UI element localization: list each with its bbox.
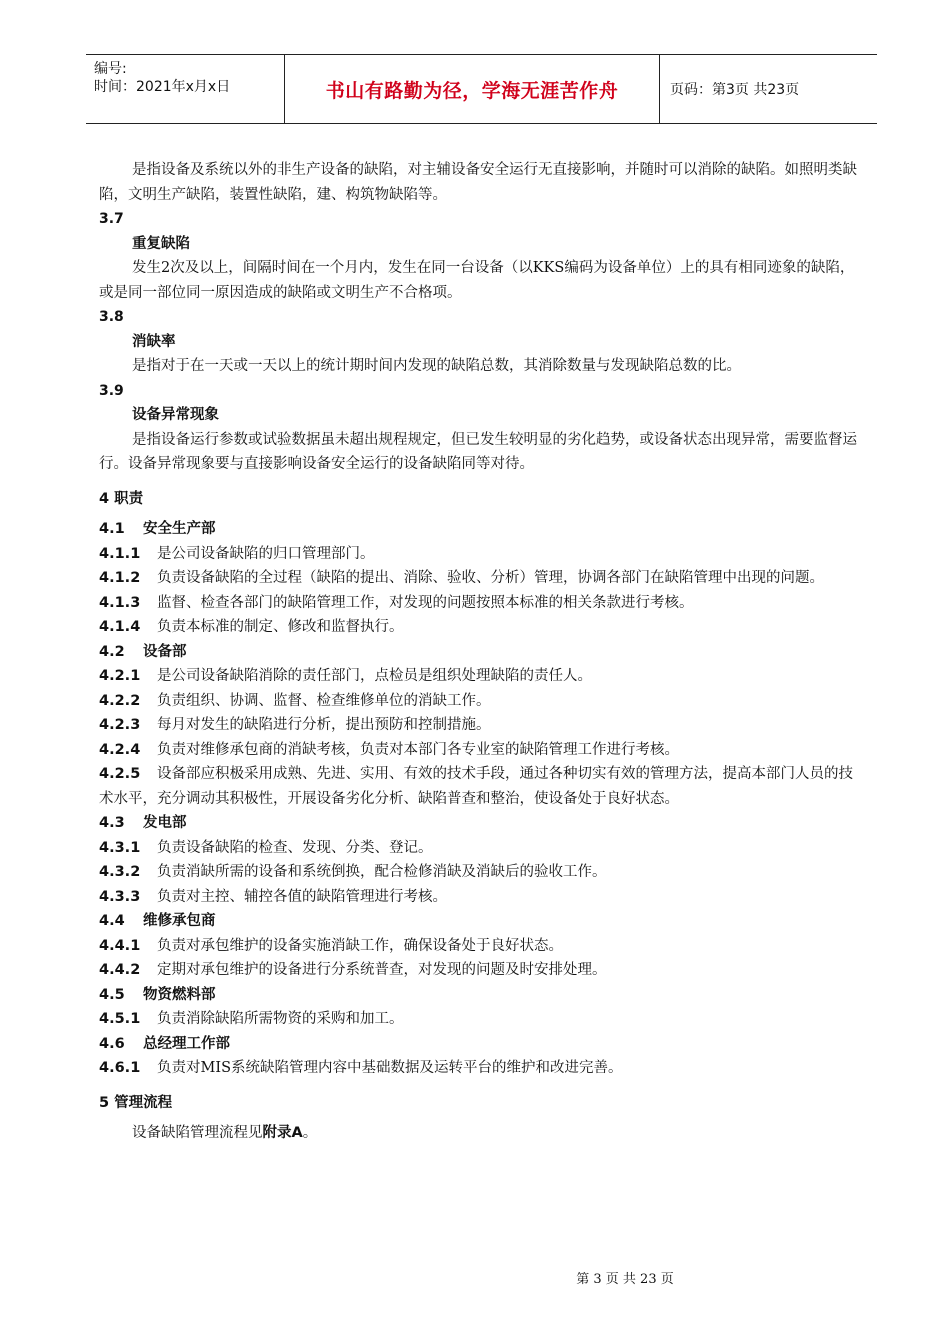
item-text: 负责对主控、辅控各值的缺陷管理进行考核。 [157, 888, 447, 905]
item-text: 负责消除缺陷所需物资的采购和加工。 [157, 1011, 404, 1027]
group-number: 4.3 [99, 815, 125, 831]
intro-paragraph: 是指设备及系统以外的非生产设备的缺陷，对主辅设备安全运行无直接影响，并随时可以消除的缺陷。如照明类缺陷，文明生产缺陷，装置性缺陷，建、构筑物缺陷等。 [99, 162, 857, 203]
item-text: 负责对维修承包商的消缺考核，负责对本部门各专业室的缺陷管理工作进行考核。 [157, 741, 679, 758]
item-number: 4.1.4 [99, 619, 141, 635]
list-item [99, 762, 864, 811]
definition-text: 是指设备运行参数或试验数据虽未超出规程规定，但已发生较明显的劣化趋势，或设备状态出现异常，需要监督运行。设备异常现象要与直接影响设备安全运行的设备缺陷同等对待。 [99, 431, 857, 472]
definition-3-7 [99, 207, 864, 305]
group-4-6 [99, 1032, 864, 1081]
item-number: 4.3.3 [99, 888, 141, 905]
item-text: 负责设备缺陷的检查、发现、分类、登记。 [157, 839, 433, 856]
item-number: 4.2.5 [99, 766, 141, 782]
list-item [99, 542, 864, 567]
definition-number: 3.7 [99, 211, 124, 227]
item-text: 监督、检查各部门的缺陷管理工作，对发现的问题按照本标准的相关条款进行考核。 [157, 594, 694, 611]
list-item [99, 860, 864, 885]
appendix-reference: 附录A [262, 1125, 303, 1141]
item-number: 4.5.1 [99, 1011, 141, 1027]
definition-number: 3.8 [99, 309, 124, 325]
list-item [99, 934, 864, 959]
item-number: 4.2.4 [99, 741, 141, 758]
item-text: 负责设备缺陷的全过程（缺陷的提出、消除、验收、分析）管理，协调各部门在缺陷管理中出现的问题。 [157, 570, 824, 586]
group-title: 物资燃料部 [143, 986, 216, 1003]
document-time-label: 时间：2021年x月x日 [94, 79, 231, 95]
group-4-3 [99, 811, 864, 909]
item-text: 负责本标准的制定、修改和监督执行。 [157, 619, 404, 635]
group-4-1 [99, 517, 864, 640]
group-title: 安全生产部 [143, 521, 216, 537]
item-text: 设备部应积极采用成熟、先进、实用、有效的技术手段，通过各种切实有效的管理方法，提高本部门人员的技术水平，充分调动其积极性，开展设备劣化分析、缺陷普查和整治，使设备处于良好状态。 [99, 766, 853, 807]
list-item [99, 566, 864, 591]
page-footer: 第 3 页 共 23 页 [576, 1272, 674, 1287]
item-number: 4.6.1 [99, 1060, 141, 1076]
list-item [99, 713, 864, 738]
group-number: 4.5 [99, 986, 125, 1003]
item-number: 4.2.1 [99, 668, 141, 684]
definition-3-8 [99, 305, 864, 379]
group-4-2 [99, 640, 864, 812]
section-5-text: 设备缺陷管理流程见 [132, 1125, 263, 1141]
page-header [86, 54, 877, 124]
list-item [99, 664, 864, 689]
group-number: 4.6 [99, 1035, 125, 1052]
group-number: 4.1 [99, 521, 125, 537]
item-number: 4.3.2 [99, 864, 141, 880]
document-body [99, 158, 864, 1146]
section-4-title: 4 职责 [99, 490, 144, 507]
list-item [99, 885, 864, 910]
header-motto-cell [285, 55, 660, 123]
definition-term: 消缺率 [132, 333, 176, 350]
item-text: 负责组织、协调、监督、检查维修单位的消缺工作。 [157, 692, 491, 709]
item-number: 4.2.3 [99, 717, 141, 733]
list-item [99, 1056, 864, 1081]
item-number: 4.1.3 [99, 594, 141, 611]
section-5-suffix: 。 [302, 1125, 318, 1141]
item-text: 负责对MIS系统缺陷管理内容中基础数据及运转平台的维护和改进完善。 [157, 1060, 623, 1076]
header-page-cell [660, 55, 877, 123]
group-4-5 [99, 983, 864, 1032]
list-item [99, 958, 864, 983]
item-number: 4.1.2 [99, 570, 141, 586]
item-number: 4.4.1 [99, 937, 141, 954]
header-motto: 书山有路勤为径，学海无涯苦作舟 [325, 79, 619, 102]
group-number: 4.2 [99, 643, 125, 660]
definition-text: 发生2次及以上，间隔时间在一个月内，发生在同一台设备（以KKS编码为设备单位）上的具有相同迹象的缺陷，或是同一部位同一原因造成的缺陷或文明生产不合格项。 [99, 260, 855, 301]
header-meta-cell [86, 55, 285, 123]
group-title: 设备部 [143, 643, 187, 660]
item-number: 4.1.1 [99, 545, 141, 562]
definition-number: 3.9 [99, 382, 124, 399]
item-text: 是公司设备缺陷的归口管理部门。 [157, 545, 375, 562]
list-item [99, 836, 864, 861]
group-title: 发电部 [143, 815, 187, 831]
definition-term: 设备异常现象 [132, 407, 219, 423]
item-text: 负责消缺所需的设备和系统倒换，配合检修消缺及消缺后的验收工作。 [157, 864, 607, 880]
definition-text: 是指对于在一天或一天以上的统计期时间内发现的缺陷总数，其消除数量与发现缺陷总数的比。 [132, 358, 741, 374]
list-item [99, 738, 864, 763]
list-item [99, 1007, 864, 1032]
item-text: 负责对承包维护的设备实施消缺工作，确保设备处于良好状态。 [157, 937, 563, 954]
section-5-paragraph [99, 1121, 864, 1146]
header-page-code: 页码：第3页 共23页 [670, 82, 800, 98]
definition-3-9 [99, 379, 864, 477]
section-5-title: 5 管理流程 [99, 1094, 173, 1111]
item-number: 4.2.2 [99, 692, 141, 709]
group-title: 维修承包商 [143, 913, 216, 929]
item-number: 4.4.2 [99, 962, 141, 978]
document-number-label: 编号: [94, 61, 127, 77]
group-number: 4.4 [99, 913, 125, 929]
item-text: 是公司设备缺陷消除的责任部门，点检员是组织处理缺陷的责任人。 [157, 668, 592, 684]
list-item [99, 591, 864, 616]
list-item [99, 615, 864, 640]
list-item [99, 689, 864, 714]
group-4-4 [99, 909, 864, 983]
item-text: 定期对承包维护的设备进行分系统普查，对发现的问题及时安排处理。 [157, 962, 607, 978]
group-title: 总经理工作部 [143, 1035, 230, 1052]
item-number: 4.3.1 [99, 839, 141, 856]
definition-term: 重复缺陷 [132, 235, 190, 252]
item-text: 每月对发生的缺陷进行分析，提出预防和控制措施。 [157, 717, 491, 733]
